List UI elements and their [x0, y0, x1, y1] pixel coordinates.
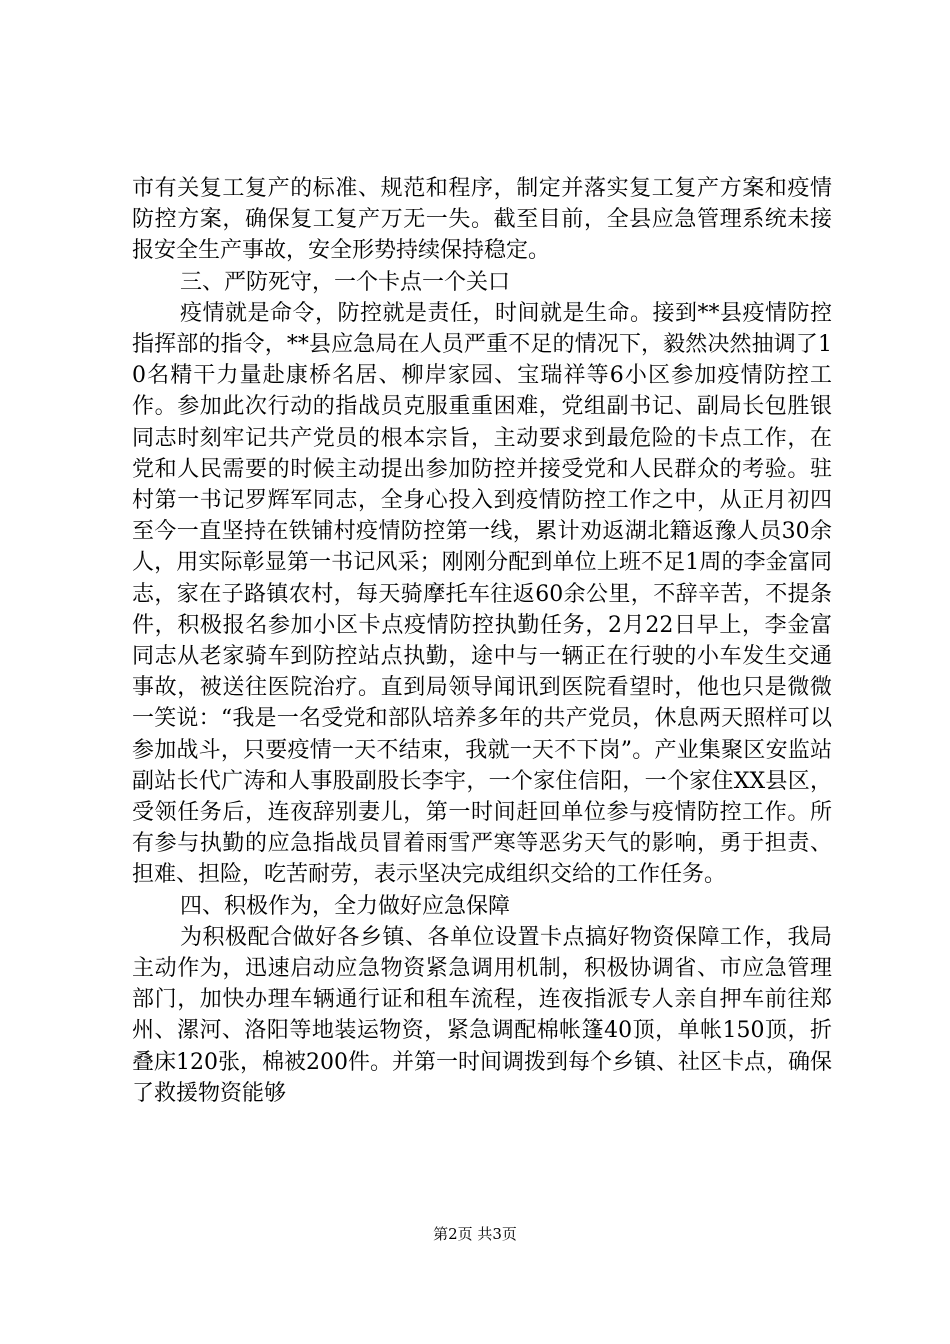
section-heading-3: 三、严防死守，一个卡点一个关口: [180, 269, 511, 295]
paragraph-section-4: 为积极配合做好各乡镇、各单位设置卡点搞好物资保障工作，我局主动作为，迅速启动应急物资紧急调用机制，积极协调省、市应急管理部门，加快办理车辆通行证和租车流程，连夜指派专人亲自押车前往郑州、漯河、洛阳等地装运物资，紧急调配棉帐篷40顶，单帐150顶，折叠床120张，棉被200件。并第一时间调拨到每个乡镇、社区卡点，确保了救援物资能够: [132, 924, 832, 1106]
paragraph-section-3: 疫情就是命令，防控就是责任，时间就是生命。接到**县疫情防控指挥部的指令，**县应急局在人员严重不足的情况下，毅然决然抽调了10名精干力量赴康桥名居、柳岸家园、宝瑞祥等6小区参加疫情防控工作。参加此次行动的指战员克服重重困难，党组副书记、副局长包胜银同志时刻牢记共产党员的根本宗旨，主动要求到最危险的卡点工作，在党和人民需要的时候主动提出参加防控并接受党和人民群众的考验。驻村第一书记罗辉军同志，全身心投入到疫情防控工作之中，从正月初四至今一直坚持在铁铺村疫情防控第一线，累计劝返湖北籍返豫人员30余人，用实际彰显第一书记风采；刚刚分配到单位上班不足1周的李金富同志，家在子路镇农村，每天骑摩托车往返60余公里，不辞辛苦，不提条件，积极报名参加小区卡点疫情防控执勤任务，2月22日早上，李金富同志从老家骑车到防控站点执勤，途中与一辆正在行驶的小车发生交通事故，被送往医院治疗。直到局领导闻讯到医院看望时，他也只是微微一笑说：“我是一名受党和部队培养多年的共产党员，休息两天照样可以参加战斗，只要疫情一天不结束，我就一天不下岗”。产业集聚区安监站副站长代广涛和人事股副股长李宇，一个家住信阳，一个家住XX县区，受领任务后，连夜辞别妻儿，第一时间赶回单位参与疫情防控工作。所有参与执勤的应急指战员冒着雨雪严寒等恶劣天气的影响，勇于担责、担难、担险，吃苦耐劳，表示坚决完成组织交给的工作任务。: [132, 300, 832, 888]
section-heading-4: 四、积极作为，全力做好应急保障: [180, 893, 511, 919]
paragraph-continuation: 市有关复工复产的标准、规范和程序，制定并落实复工复产方案和疫情防控方案，确保复工复产万无一失。截至目前，全县应急管理系统未接报安全生产事故，安全形势持续保持稳定。: [132, 176, 832, 264]
page-footer: 第2页 共3页: [433, 1225, 517, 1243]
document-body: [132, 173, 832, 1109]
